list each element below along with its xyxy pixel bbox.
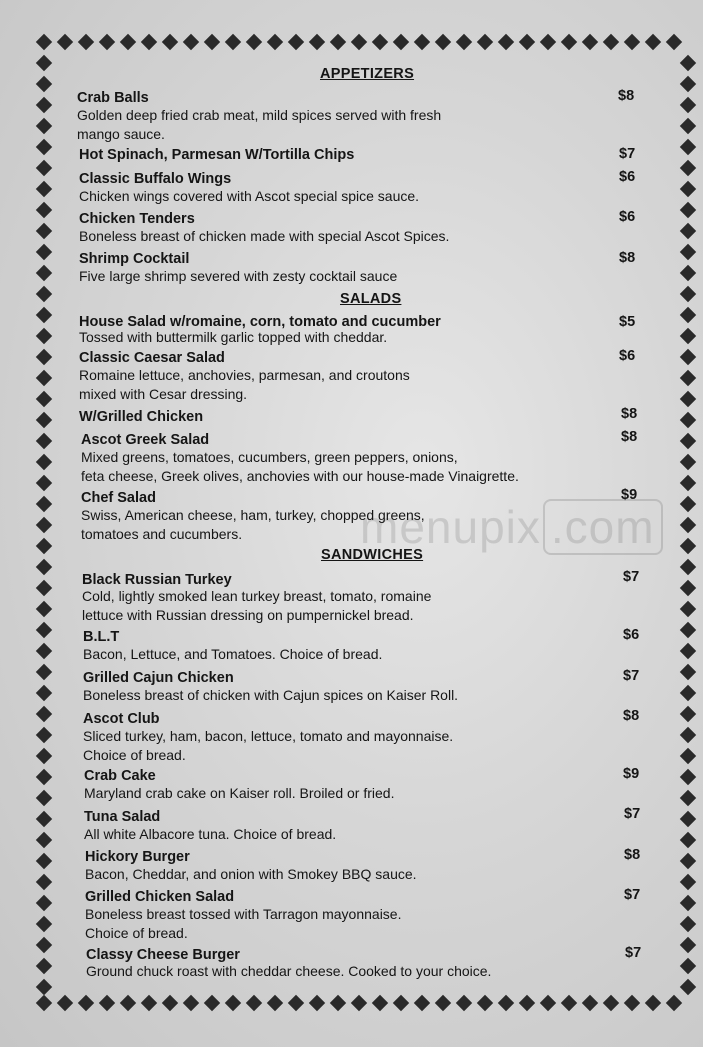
item-price: $6	[619, 169, 636, 185]
item-description: Mixed greens, tomatoes, cucumbers, green peppers, onions, feta cheese, Greek olives, anchovies with our house-made Vinaigrette.	[81, 449, 519, 484]
item-description: Golden deep fried crab meat, mild spices served with fresh mango sauce.	[77, 107, 442, 142]
border-knot	[38, 120, 51, 133]
border-knot	[682, 540, 695, 553]
border-knot	[185, 997, 198, 1010]
item-name: Classic Buffalo Wings	[79, 171, 232, 187]
border-knot	[38, 561, 51, 574]
border-knot	[38, 372, 51, 385]
border-knot	[479, 36, 492, 49]
border-knot	[143, 36, 156, 49]
item-name: Ascot Club	[83, 711, 160, 727]
border-knot	[682, 78, 695, 91]
item-price: $6	[623, 627, 640, 643]
border-knot	[38, 876, 51, 889]
border-knot	[374, 997, 387, 1010]
border-knot	[521, 36, 534, 49]
border-knot	[584, 36, 597, 49]
border-knot	[542, 997, 555, 1010]
border-knot	[682, 372, 695, 385]
item-price: $6	[619, 209, 636, 225]
item-price: $8	[619, 250, 636, 266]
item-name: House Salad w/romaine, corn, tomato and cucumber	[79, 314, 441, 330]
item-description: Bacon, Cheddar, and onion with Smokey BBQ sauce.	[85, 866, 417, 882]
border-knot	[38, 750, 51, 763]
item-name: Ascot Greek Salad	[81, 432, 210, 448]
item-price: $9	[621, 487, 638, 503]
border-knot	[38, 666, 51, 679]
item-name: Crab Cake	[84, 768, 156, 784]
border-knot	[682, 162, 695, 175]
item-description: Ground chuck roast with cheddar cheese. Cooked to your choice.	[86, 963, 492, 979]
section-title-salads: SALADS	[340, 291, 402, 307]
border-knot	[206, 36, 219, 49]
border-knot	[38, 414, 51, 427]
border-knot	[38, 78, 51, 91]
border-knot	[682, 456, 695, 469]
border-knot	[682, 960, 695, 973]
border-knot	[38, 141, 51, 154]
border-knot	[38, 960, 51, 973]
item-price: $6	[619, 348, 636, 364]
border-knot	[248, 997, 261, 1010]
border-knot	[500, 36, 513, 49]
watermark-suffix: .com	[543, 499, 663, 555]
item-name: Grilled Cajun Chicken	[83, 670, 234, 686]
border-knot	[395, 997, 408, 1010]
item-name: Hickory Burger	[85, 849, 190, 865]
border-knot	[563, 36, 576, 49]
border-knot	[38, 540, 51, 553]
border-knot	[458, 997, 471, 1010]
border-knot	[332, 997, 345, 1010]
item-price: $7	[625, 945, 642, 961]
item-description: Cold, lightly smoked lean turkey breast, tomato, romaine lettuce with Russian dressing on pumpernickel bread.	[82, 588, 432, 623]
border-knot	[38, 771, 51, 784]
border-knot	[682, 393, 695, 406]
border-knot	[353, 36, 366, 49]
border-knot	[38, 813, 51, 826]
border-knot	[248, 36, 261, 49]
border-knot	[227, 36, 240, 49]
border-knot	[332, 36, 345, 49]
border-knot	[682, 771, 695, 784]
border-knot	[563, 997, 576, 1010]
border-knot	[682, 414, 695, 427]
border-knot	[647, 36, 660, 49]
border-knot	[682, 792, 695, 805]
border-knot	[682, 120, 695, 133]
item-name: Hot Spinach, Parmesan W/Tortilla Chips	[79, 147, 355, 163]
border-knot	[682, 267, 695, 280]
border-knot	[269, 997, 282, 1010]
border-knot	[437, 36, 450, 49]
border-knot	[38, 288, 51, 301]
border-knot	[80, 36, 93, 49]
border-knot	[353, 997, 366, 1010]
border-knot	[682, 204, 695, 217]
border-knot	[416, 997, 429, 1010]
item-name: Classic Caesar Salad	[79, 350, 225, 366]
border-knot	[395, 36, 408, 49]
border-knot	[682, 624, 695, 637]
border-knot	[38, 477, 51, 490]
border-knot	[682, 918, 695, 931]
border-knot	[682, 351, 695, 364]
item-description: Tossed with buttermilk garlic topped with cheddar.	[79, 329, 388, 345]
section-title-appetizers: APPETIZERS	[320, 66, 415, 82]
border-knot	[682, 330, 695, 343]
border-knot	[122, 997, 135, 1010]
item-description: Swiss, American cheese, ham, turkey, chopped greens, tomatoes and cucumbers.	[81, 507, 425, 542]
border-knot	[682, 141, 695, 154]
border-knot	[38, 204, 51, 217]
border-knot	[38, 456, 51, 469]
border-knot	[38, 997, 51, 1010]
border-knot	[311, 997, 324, 1010]
border-knot	[38, 162, 51, 175]
border-knot	[38, 498, 51, 511]
border-knot	[38, 393, 51, 406]
border-knot	[290, 36, 303, 49]
border-knot	[626, 997, 639, 1010]
border-knot	[38, 330, 51, 343]
border-knot	[682, 498, 695, 511]
border-knot	[682, 288, 695, 301]
border-knot	[416, 36, 429, 49]
border-knot	[605, 36, 618, 49]
border-knot	[38, 183, 51, 196]
border-knot	[38, 981, 51, 994]
border-knot	[80, 997, 93, 1010]
border-knot	[38, 246, 51, 259]
item-price: $7	[619, 146, 636, 162]
border-knot	[584, 997, 597, 1010]
item-name: Chicken Tenders	[79, 211, 195, 227]
border-knot	[38, 708, 51, 721]
border-knot	[682, 603, 695, 616]
item-description: Chicken wings covered with Ascot special spice sauce.	[79, 188, 420, 204]
item-price: $9	[623, 766, 640, 782]
border-knot	[101, 36, 114, 49]
item-description: Boneless breast of chicken with Cajun spices on Kaiser Roll.	[83, 687, 459, 703]
item-description: Maryland crab cake on Kaiser roll. Broiled or fried.	[84, 785, 395, 801]
border-knot	[682, 519, 695, 532]
border-knot	[38, 309, 51, 322]
border-knot	[59, 997, 72, 1010]
item-price: $5	[619, 314, 636, 330]
item-name: Shrimp Cocktail	[79, 251, 190, 267]
border-knot	[38, 624, 51, 637]
item-description: Sliced turkey, ham, bacon, lettuce, tomato and mayonnaise. Choice of bread.	[83, 728, 454, 763]
border-knot	[38, 99, 51, 112]
border-knot	[682, 813, 695, 826]
border-knot	[38, 225, 51, 238]
watermark-text: menupix	[360, 501, 541, 553]
border-knot	[682, 855, 695, 868]
border-knot	[38, 645, 51, 658]
border-knot	[682, 876, 695, 889]
border-knot	[682, 183, 695, 196]
border-knot	[682, 897, 695, 910]
border-knot	[682, 225, 695, 238]
border-knot	[38, 603, 51, 616]
item-name: Tuna Salad	[84, 809, 161, 825]
border-knot	[143, 997, 156, 1010]
item-price: $8	[621, 406, 638, 422]
border-knot	[668, 997, 681, 1010]
border-knot	[500, 997, 513, 1010]
border-knot	[682, 687, 695, 700]
border-knot	[668, 36, 681, 49]
border-knot	[542, 36, 555, 49]
item-name: Black Russian Turkey	[82, 572, 232, 588]
border-knot	[38, 435, 51, 448]
border-knot	[38, 897, 51, 910]
border-knot	[38, 351, 51, 364]
border-knot	[59, 36, 72, 49]
item-description: Boneless breast tossed with Tarragon mayonnaise. Choice of bread.	[85, 906, 402, 941]
item-name: Classy Cheese Burger	[86, 947, 240, 963]
border-knot	[682, 708, 695, 721]
item-name: W/Grilled Chicken	[79, 409, 204, 425]
border-knot	[38, 582, 51, 595]
border-knot	[185, 36, 198, 49]
border-knot	[682, 246, 695, 259]
border-knot	[647, 997, 660, 1010]
border-knot	[227, 997, 240, 1010]
border-knot	[437, 997, 450, 1010]
border-knot	[38, 834, 51, 847]
border-knot	[682, 729, 695, 742]
border-knot	[38, 918, 51, 931]
border-knot	[311, 36, 324, 49]
border-knot	[38, 267, 51, 280]
border-knot	[682, 561, 695, 574]
border-knot	[38, 939, 51, 952]
item-price: $8	[618, 88, 635, 104]
border-knot	[164, 997, 177, 1010]
item-price: $8	[621, 429, 638, 445]
item-name: Chef Salad	[81, 490, 156, 506]
item-description: Boneless breast of chicken made with special Ascot Spices.	[79, 228, 450, 244]
border-knot	[38, 57, 51, 70]
item-name: B.L.T	[83, 629, 120, 645]
item-name: Grilled Chicken Salad	[85, 889, 235, 905]
border-knot	[458, 36, 471, 49]
border-knot	[682, 645, 695, 658]
border-knot	[682, 309, 695, 322]
section-title-sandwiches: SANDWICHES	[321, 547, 424, 563]
border-knot	[38, 36, 51, 49]
border-knot	[682, 750, 695, 763]
border-knot	[682, 834, 695, 847]
border-knot	[374, 36, 387, 49]
item-price: $7	[624, 806, 641, 822]
border-knot	[38, 729, 51, 742]
border-knot	[682, 666, 695, 679]
border-knot	[38, 792, 51, 805]
border-knot	[682, 435, 695, 448]
item-description: Romaine lettuce, anchovies, parmesan, and croutons mixed with Cesar dressing.	[79, 367, 410, 402]
border-knot	[479, 997, 492, 1010]
border-knot	[164, 36, 177, 49]
border-knot	[38, 519, 51, 532]
border-knot	[682, 99, 695, 112]
border-knot	[206, 997, 219, 1010]
item-name: Crab Balls	[77, 90, 149, 106]
item-description: Five large shrimp severed with zesty cocktail sauce	[79, 268, 398, 284]
border-knot	[122, 36, 135, 49]
border-knot	[38, 687, 51, 700]
border-knot	[682, 582, 695, 595]
border-knot	[290, 997, 303, 1010]
border-knot	[682, 939, 695, 952]
item-price: $7	[623, 668, 640, 684]
item-price: $7	[623, 569, 640, 585]
item-price: $7	[624, 887, 641, 903]
border-knot	[605, 997, 618, 1010]
border-knot	[521, 997, 534, 1010]
item-price: $8	[624, 847, 641, 863]
border-knot	[626, 36, 639, 49]
item-price: $8	[623, 708, 640, 724]
border-knot	[682, 981, 695, 994]
item-description: Bacon, Lettuce, and Tomatoes. Choice of bread.	[83, 646, 383, 662]
border-knot	[269, 36, 282, 49]
border-knot	[682, 477, 695, 490]
border-knot	[682, 57, 695, 70]
item-description: All white Albacore tuna. Choice of bread.	[84, 826, 337, 842]
border-knot	[101, 997, 114, 1010]
border-knot	[38, 855, 51, 868]
